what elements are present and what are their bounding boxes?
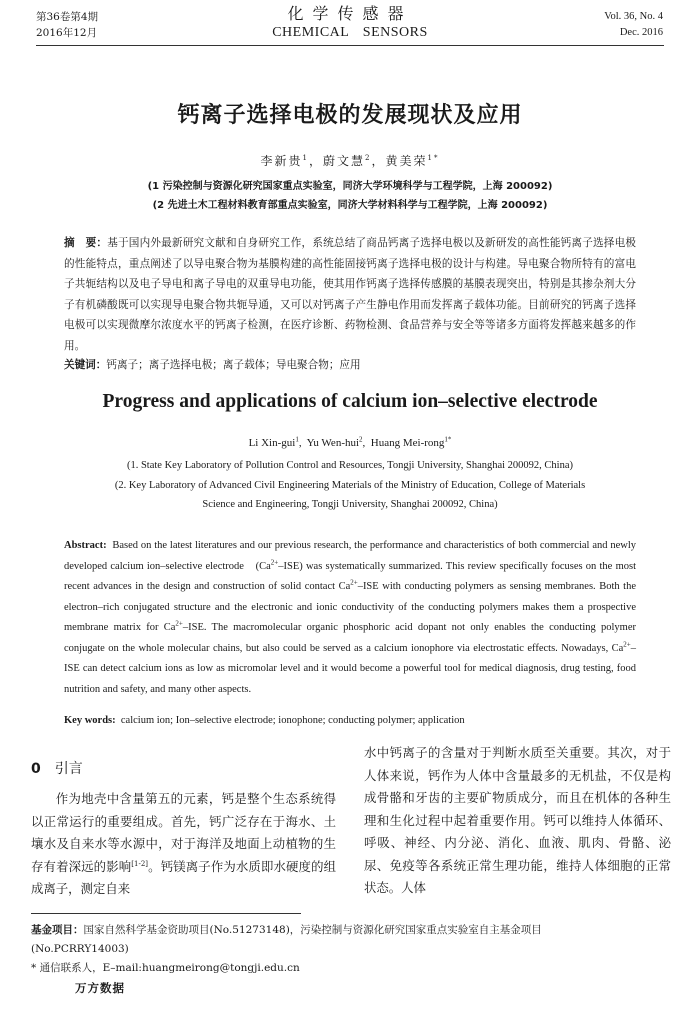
charge-superscript: 2+ — [350, 578, 358, 587]
funding-text: 国家自然科学基金资助项目(No.51273148)，污染控制与资源化研究国家重点实验室自主基金项目(No.PCRRY14003) — [31, 924, 542, 955]
keywords-en — [64, 711, 636, 731]
keywords-cn-text: 钙离子；离子选择电极；离子载体；导电聚合物；应用 — [106, 359, 361, 371]
keywords-cn — [64, 355, 636, 375]
authors-en — [0, 437, 700, 449]
affiliation-cn: (2 先进土木工程材料教育部重点实验室，同济大学材料科学与工程学院，上海 200092) — [152, 200, 548, 211]
affiliations-en — [70, 456, 630, 515]
keywords-cn-label: 关键词： — [64, 359, 107, 371]
keywords-en-text: calcium ion; Ion–selective electrode; ionophone; conducting polymer; application — [120, 715, 465, 726]
section-title: 引言 — [54, 761, 83, 777]
abstract-en-text: –ISE can detect calcium ions as low as micromolar level and it would become a powerful tool for medical diagnosis, drug testing, food nutrition and safety, and many other aspects. — [64, 642, 636, 695]
abstract-en — [64, 536, 636, 700]
body-text: 作为地壳中含量第五的元素，钙是整个生态系统得以正常运行的重要组成。首先，钙广泛存在于海水、土壤水及自来水等水源中，对于海洋及地面上动植物的生存有着深远的影响 — [31, 791, 336, 874]
contact-note: * 通信联系人，E–mail:huangmeirong@tongji.edu.cn — [31, 962, 300, 974]
funding-label: 基金项目： — [31, 924, 84, 936]
date-en: Dec. 2016 — [619, 27, 663, 38]
author-name: Li Xin-gui — [248, 437, 296, 449]
charge-superscript: 2+ — [270, 558, 279, 566]
author-separator: , — [298, 437, 307, 449]
abstract-cn-label: 摘 要： — [64, 237, 108, 249]
footnote-rule — [31, 913, 301, 914]
author-name: 黄美荣 — [385, 154, 428, 168]
abstract-en-text: Based on the latest literatures and our previous research, the performance and characteristics of both commercial and newly developed calcium ion–selective electrode (Ca — [64, 540, 637, 572]
citation-ref: [1-2] — [131, 859, 149, 868]
author-name: 蔚文慧 — [323, 154, 366, 168]
author-name: Huang Mei-rong — [370, 437, 445, 449]
volume-en: Vol. 36, No. 4 — [604, 11, 663, 22]
author-affil-mark: 1 — [295, 435, 299, 444]
keywords-en-label: Key words: — [64, 715, 116, 726]
author-separator: ， — [371, 154, 386, 168]
journal-name-en: CHEMICAL SENSORS — [272, 25, 428, 40]
author-affil-mark: 2 — [359, 435, 363, 444]
author-affil-mark: 1* — [427, 154, 440, 162]
affiliation-en: (2. Key Laboratory of Advanced Civil Engineering Materials of the Ministry of Education, College of Materials — [114, 479, 586, 491]
funding-note — [31, 921, 631, 959]
charge-superscript: 2+ — [175, 619, 183, 628]
affiliation-en: Science and Engineering, Tongji University, Shanghai 200092, China) — [202, 499, 498, 510]
author-name: Yu Wen-hui — [306, 437, 360, 449]
body-column-right: 水中钙离子的含量对于判断水质至关重要。其次，对于人体来说，钙作为人体中含量最多的无机盐，不仅是构成骨骼和牙齿的主要矿物质成分，而且在机体的各种生理和生化过程中起着重要作用。钙可以维持人体循环、呼吸、神经、内分泌、消化、血液、肌肉、骨骼、泌尿、免疫等各系统正常生理功能，维持人体细胞的正常状态。人体 — [364, 745, 671, 895]
wanfang-watermark: 万方数据 — [75, 981, 125, 995]
abstract-en-text: –ISE with conducting polymers as sensing membranes. Both the electron–rich conjugated structure and the electronic and ionic conductivity of the conducting polymers makes them a prospective membrane matrix for Ca — [64, 581, 636, 633]
paper-title-en: Progress and applications of calcium ion–selective electrode — [102, 391, 598, 412]
abstract-en-text: –ISE) was systematically summarized. This review specifically focuses on the most recent advances in the design and construction of solid contact Ca — [64, 560, 636, 592]
paper-title-cn: 钙离子选择电极的发展现状及应用 — [177, 103, 523, 128]
date-cn: 2016年12月 — [36, 27, 98, 39]
abstract-cn — [64, 233, 636, 356]
author-name: 李新贵 — [260, 154, 303, 168]
author-separator: ， — [308, 154, 323, 168]
author-affil-mark: 2 — [365, 154, 372, 162]
author-affil-mark: 1 — [302, 154, 309, 162]
abstract-cn-text: 基于国内外最新研究文献和自身研究工作，系统总结了商品钙离子选择电极以及新研发的高性能钙离子选择电极的性能特点，重点阐述了以导电聚合物为基膜构建的高性能固接钙离子选择电极的设计与构建。导电聚合物所特有的富电子共轭结构以及电子导电和离子导电的双重导电功能，使其用作钙离子选择传感膜的基膜表现突出，特别是其掺杂剂大分子有机磷酸既可以实现导电聚合物共轭导通，又可以对钙离子产生静电作用而发挥离子载体功能。目前研究的钙离子选择电极可以实现微摩尔浓度水平的钙离子检测，在医疗诊断、药物检测、食品营养与安全等等诸多方面将发挥越来越多的作用。 — [64, 237, 636, 352]
section-heading — [31, 758, 83, 778]
abstract-en-text: –ISE. The macromolecular organic phosphoric acid dopant not only enables the conducting polymer conjugate on the whole molecular chains, but also could be served as a calcium ionophore via electrostatic effects. Nowadays, Ca — [64, 622, 636, 654]
journal-name-cn: 化学传感器 — [287, 4, 413, 23]
body-text: 。钙镁离子作为水质即水硬度的组成离子，测定自来 — [31, 858, 337, 896]
affiliation-en: (1. State Key Laboratory of Pollution Control and Resources, Tongji University, Shanghai 200092, China) — [126, 460, 574, 471]
charge-superscript: 2+ — [623, 640, 631, 648]
authors-cn — [0, 152, 700, 169]
section-number: 0 — [31, 761, 41, 777]
author-separator: , — [362, 437, 371, 449]
affiliation-cn: (1 污染控制与资源化研究国家重点实验室，同济大学环境科学与工程学院，上海 200092) — [147, 181, 553, 192]
body-column-left — [31, 788, 336, 901]
volume-cn: 第36卷第4期 — [36, 11, 99, 23]
author-affil-mark: 1* — [444, 435, 452, 444]
journal-masthead — [0, 4, 700, 42]
footnotes — [31, 921, 631, 978]
header-right — [604, 9, 663, 41]
header-rule — [36, 45, 664, 46]
abstract-en-label: Abstract: — [64, 540, 107, 551]
